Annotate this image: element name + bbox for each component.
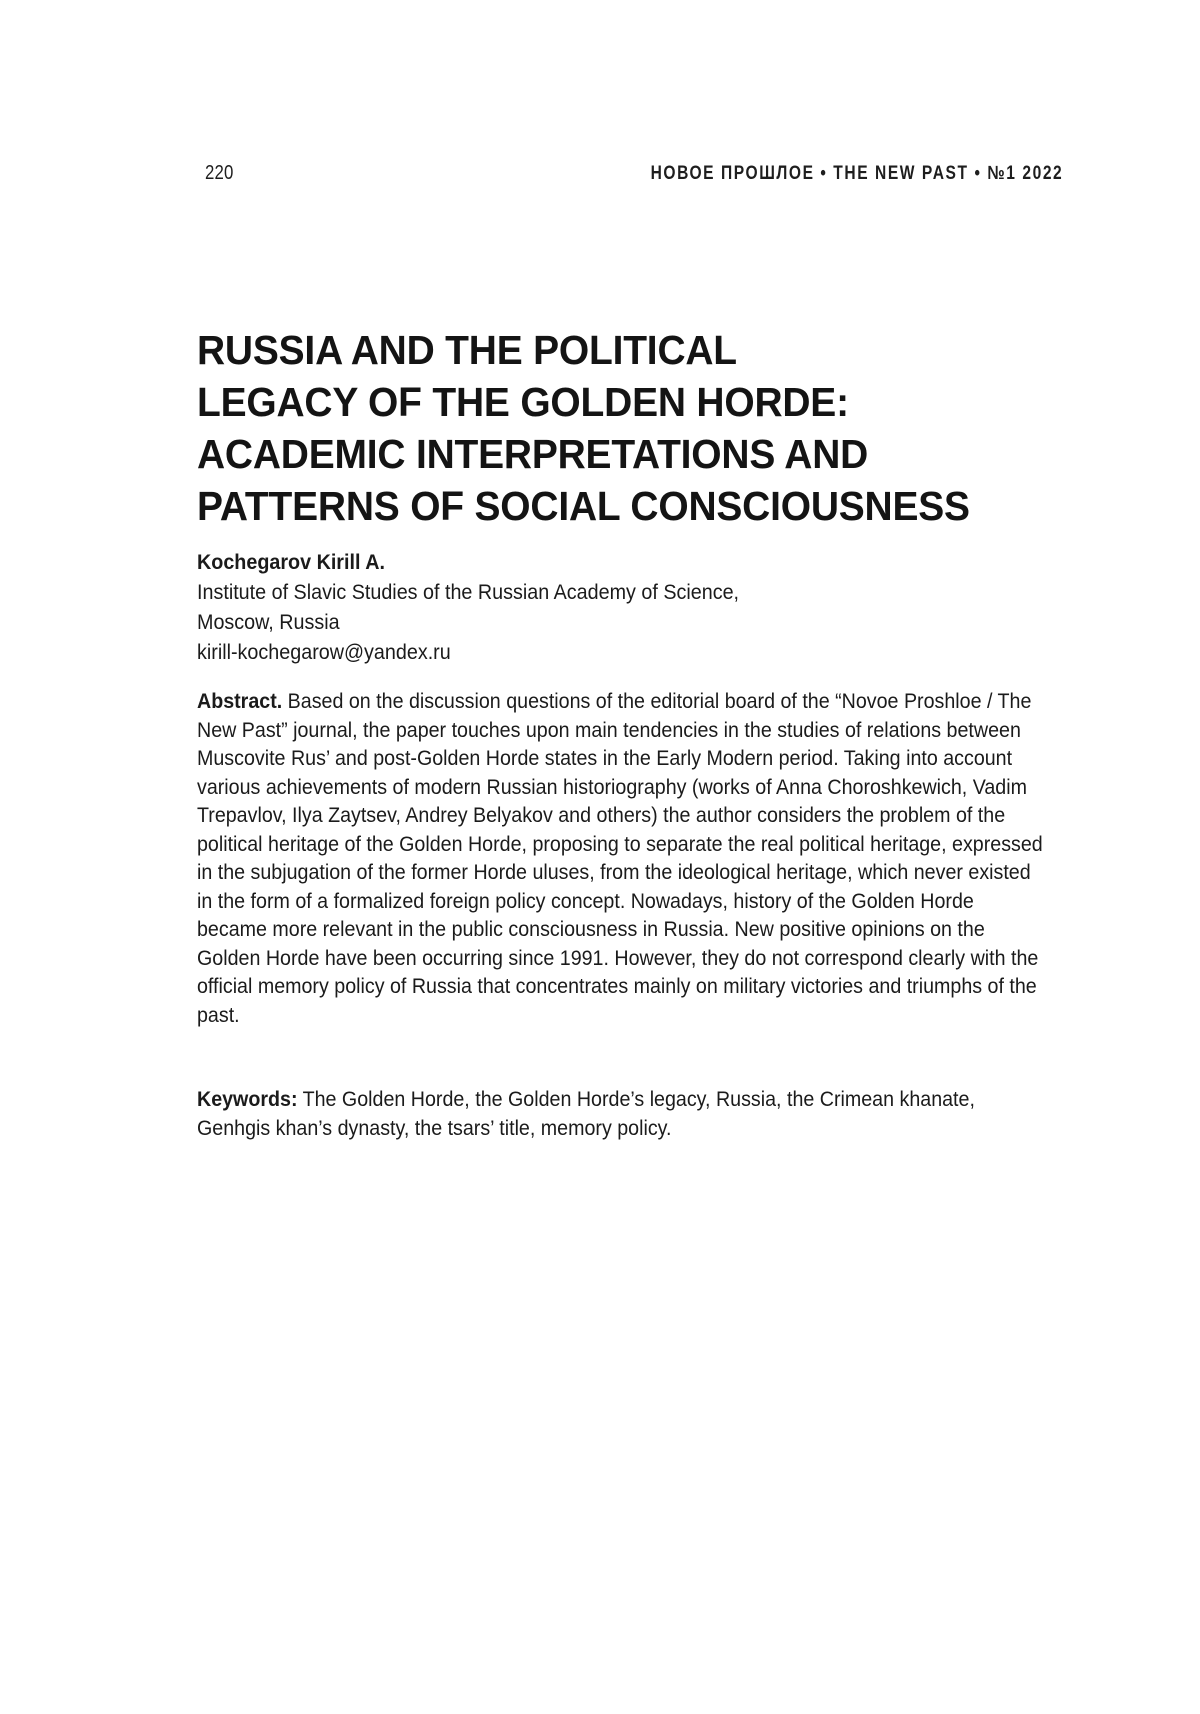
abstract-label: Abstract. <box>197 690 283 713</box>
author-email: kirill-kochegarow@yandex.ru <box>197 641 451 664</box>
page-number: 220 <box>205 162 234 184</box>
abstract-text: Based on the discussion questions of the editorial board of the “Novoe Proshloe / The New Past” journal, the paper touches upon main tendencies in the studies of relations between Muscovite Rus’ and post-Golden Horde states in the Early Modern period. Taking into account various achievements of modern Russian historiography (works of Anna Choroshkewich, Vadim Trepavlov, Ilya Zaytsev, Andrey Belyakov and others) the author considers the problem of the political heritage of the Golden Horde, proposing to separate the real political heritage, expressed in the subjugation of the former Horde uluses, from the ideological heritage, which never existed in the form of a formalized foreign policy concept. Nowadays, history of the Golden Horde became more relevant in the public consciousness in Russia. New positive opinions on the Golden Horde have been occurring since 1991. However, they do not correspond clearly with the official memory policy of Russia that concentrates mainly on military victories and triumphs of the past. <box>197 690 1043 1027</box>
author-name: Kochegarov Kirill A. <box>197 551 385 574</box>
author-location: Moscow, Russia <box>197 611 340 634</box>
author-block <box>197 548 1099 668</box>
keywords-text: The Golden Horde, the Golden Horde’s legacy, Russia, the Crimean khanate, Genhgis khan’s dynasty, the tsars’ title, memory policy. <box>197 1088 975 1140</box>
keywords-paragraph <box>197 1086 1049 1143</box>
keywords-label: Keywords: <box>197 1088 298 1111</box>
journal-running-header: НОВОЕ ПРОШЛОЕ • THE NEW PAST • №1 2022 <box>650 163 1063 184</box>
author-affiliation: Institute of Slavic Studies of the Russian Academy of Science, <box>197 581 740 604</box>
article-title: RUSSIA AND THE POLITICAL LEGACY OF THE GOLDEN HORDE: ACADEMIC INTERPRETATIONS AND PATTERNS OF SOCIAL CONSCIOUSNESS <box>197 327 970 530</box>
abstract-paragraph <box>197 688 1049 1030</box>
